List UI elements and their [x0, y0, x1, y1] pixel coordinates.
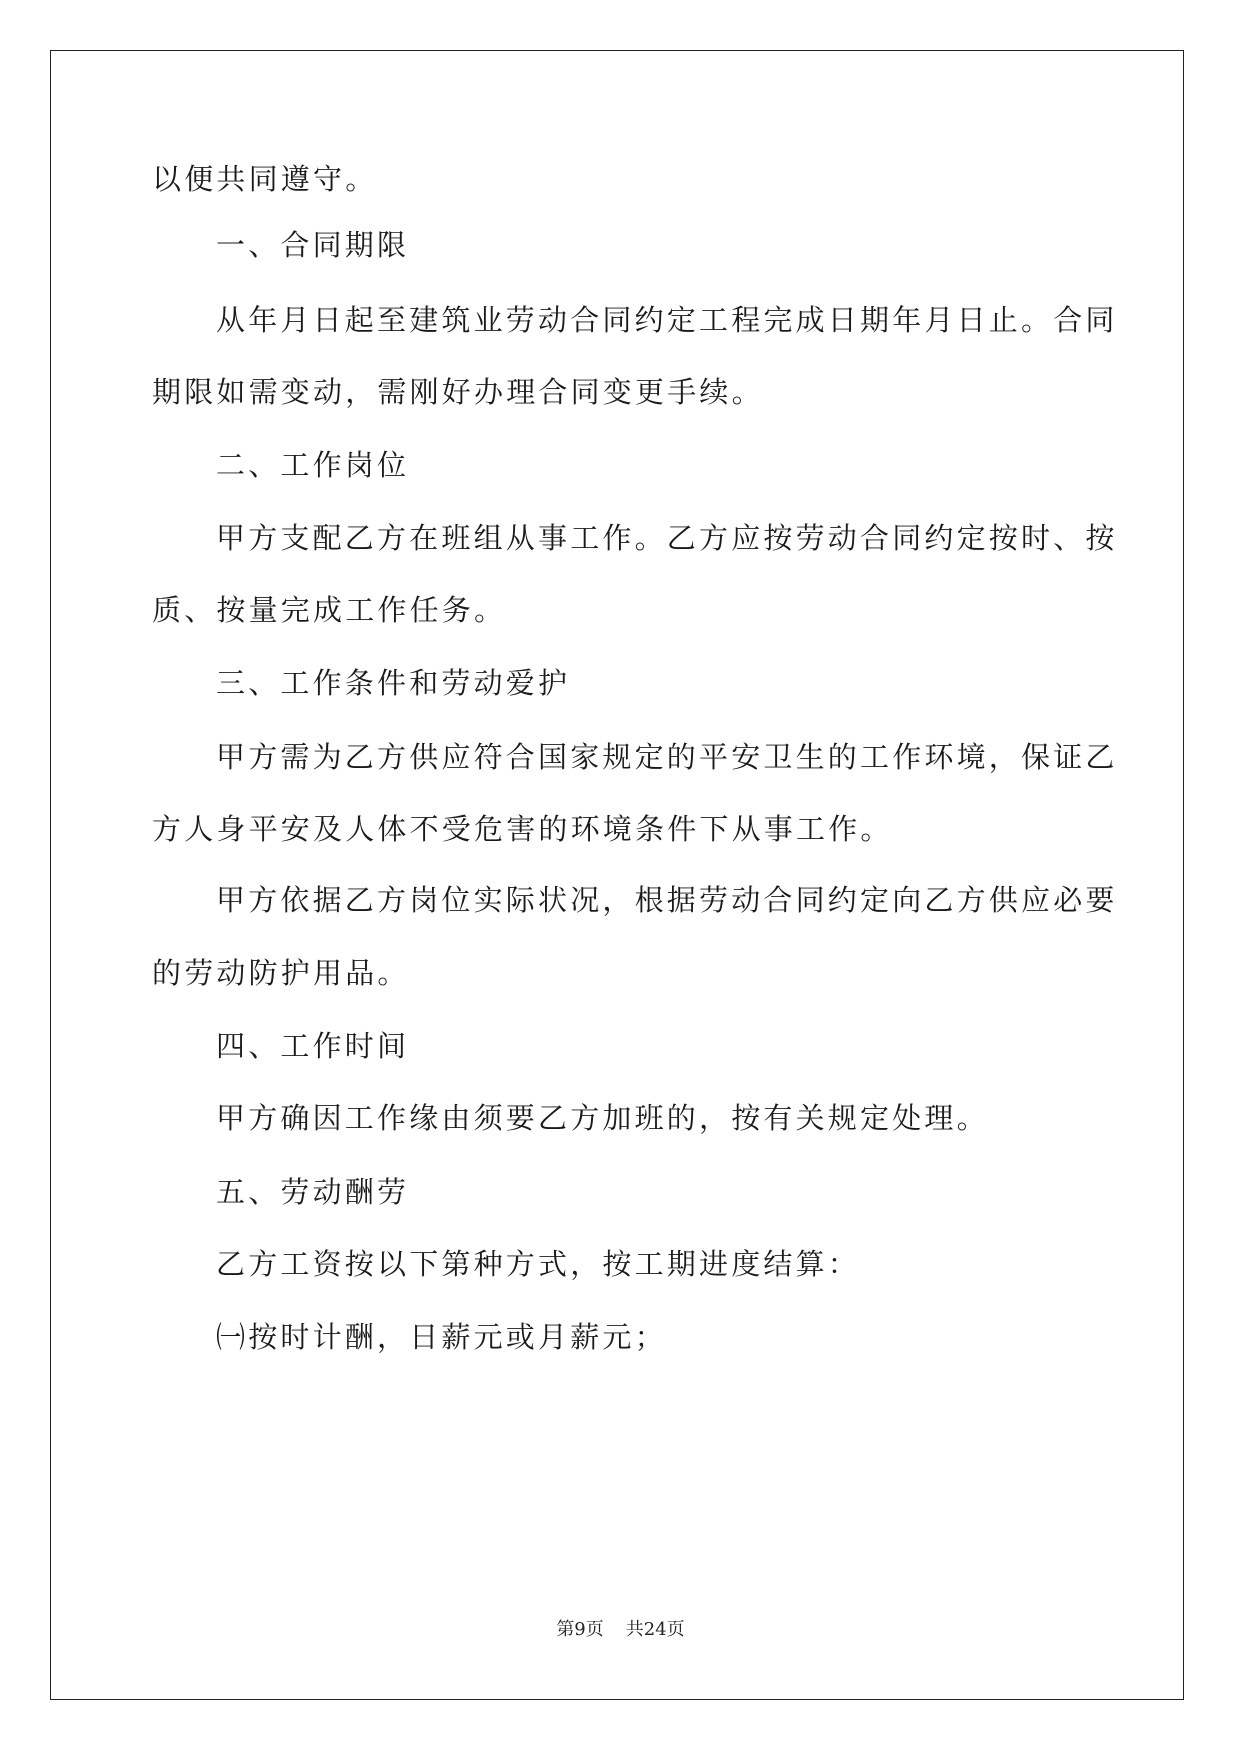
paragraph-line: ㈠按时计酬，日薪元或月薪元； — [216, 1320, 667, 1354]
paragraph-line: 甲方确因工作缘由须要乙方加班的，按有关规定处理。 — [216, 1101, 989, 1135]
paragraph-line: 甲方依据乙方岗位实际状况，根据劳动合同约定向乙方供应必要 — [216, 883, 1118, 917]
section-heading-position: 二、工作岗位 — [216, 448, 410, 482]
total-pages-label: 共24页 — [625, 1619, 685, 1640]
paragraph-line: 期限如需变动，需刚好办理合同变更手续。 — [152, 375, 764, 409]
paragraph-line: 从年月日起至建筑业劳动合同约定工程完成日期年月日止。合同 — [216, 303, 1118, 337]
section-heading-hours: 四、工作时间 — [216, 1029, 410, 1063]
page-footer — [0, 1618, 1241, 1642]
section-heading-pay: 五、劳动酬劳 — [216, 1175, 410, 1209]
page-border — [50, 50, 1184, 1700]
paragraph-line: 甲方支配乙方在班组从事工作。乙方应按劳动合同约定按时、按 — [216, 521, 1118, 555]
paragraph-line: 质、按量完成工作任务。 — [152, 593, 507, 627]
paragraph-line: 乙方工资按以下第种方式，按工期进度结算： — [216, 1247, 861, 1281]
current-page-label: 第9页 — [556, 1619, 604, 1640]
paragraph-line: 以便共同遵守。 — [152, 162, 378, 196]
section-heading-conditions: 三、工作条件和劳动爱护 — [216, 666, 571, 700]
paragraph-line: 的劳动防护用品。 — [152, 956, 410, 990]
paragraph-line: 甲方需为乙方供应符合国家规定的平安卫生的工作环境，保证乙 — [216, 740, 1118, 774]
paragraph-line: 方人身平安及人体不受危害的环境条件下从事工作。 — [152, 812, 893, 846]
section-heading-term: 一、合同期限 — [216, 228, 410, 262]
